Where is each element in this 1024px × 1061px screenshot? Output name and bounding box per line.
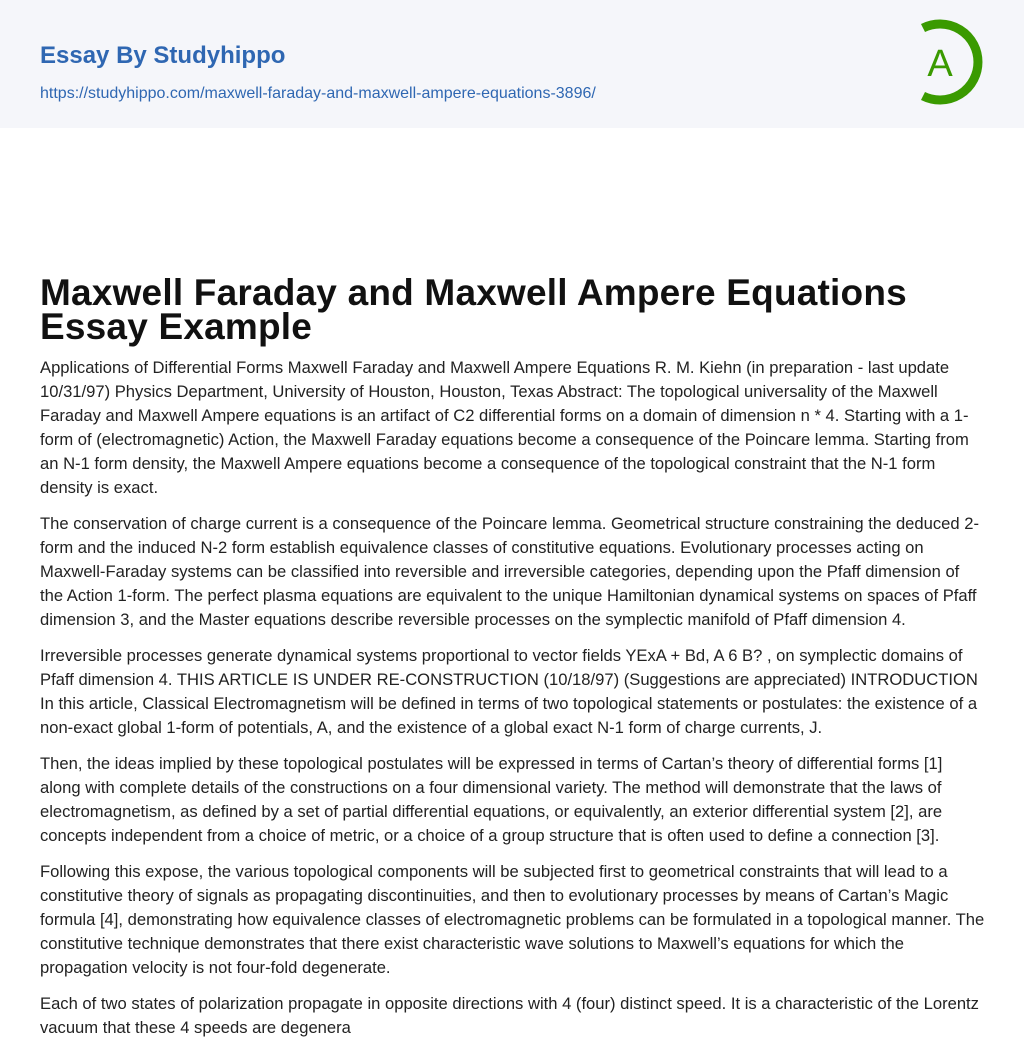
essay-url-link[interactable]: https://studyhippo.com/maxwell-faraday-and-maxwell-ampere-equations-3896/ — [40, 85, 596, 102]
svg-text:A: A — [927, 43, 953, 85]
brand-title: Essay By Studyhippo — [40, 42, 286, 69]
paragraph: Following this expose, the various topological components will be subjected first to geometrical constraints that will lead to a constitutive theory of signals as propagating discontinuities, and then to evolutionary processes by means of Cartan’s Magic formula [4], demonstrating how equivalence classes of electromagnetic problems can be formulated in a topological manner. The constitutive technique demonstrates that there exist characteristic wave solutions to Maxwell’s equations for which the propagation velocity is not four-fold degenerate. — [40, 862, 985, 977]
paragraph: Each of two states of polarization propagate in opposite directions with 4 (four) distinct speed. It is a characteristic of the Lorentz vacuum that these 4 speeds are degenera — [40, 994, 979, 1037]
site-header — [0, 0, 1024, 128]
paragraph: Then, the ideas implied by these topological postulates will be expressed in terms of Cartan’s theory of differential forms [1] along with complete details of the constructions on a four dimensional variety. The method will demonstrate that the laws of electromagnetism, as defined by a set of partial differential equations, or equivalently, an exterior differential system [2], are concepts independent from a choice of metric, or a choice of a group structure that is often used to define a connection [3]. — [40, 754, 943, 845]
paragraph: Applications of Differential Forms Maxwell Faraday and Maxwell Ampere Equations R. M. Kiehn (in preparation - last update 10/31/97) Physics Department, University of Houston, Houston, Texas Abstract: The topological universality of the Maxwell Faraday and Maxwell Ampere equations is an artifact of C2 differential forms on a domain of dimension n * 4. Starting with a 1-form of (electromagnetic) Action, the Maxwell Faraday equations become a consequence of the Poincare lemma. Starting from an N-1 form density, the Maxwell Ampere equations become a consequence of the topological constraint that the N-1 form density is exact. — [40, 358, 969, 497]
paragraph: Irreversible processes generate dynamical systems proportional to vector fields YExA + Bd, A 6 B? , on symplectic domains of Pfaff dimension 4. THIS ARTICLE IS UNDER RE-CONSTRUCTION (10/18/97) (Suggestions are appreciated) INTRODUCTION In this article, Classical Electromagnetism will be defined in terms of two topological statements or postulates: the existence of a non-exact global 1-form of potentials, A, and the existence of a global exact N-1 form of charge currents, J. — [40, 646, 978, 737]
studyhippo-logo-icon — [905, 18, 987, 106]
paragraph: The conservation of charge current is a consequence of the Poincare lemma. Geometrical structure constraining the deduced 2-form and the induced N-2 form establish equivalence classes of constitutive equations. Evolutionary processes acting on Maxwell-Faraday systems can be classified into reversible and irreversible categories, depending upon the Pfaff dimension of the Action 1-form. The perfect plasma equations are equivalent to the unique Hamiltonian dynamical systems on spaces of Pfaff dimension 3, and the Master equations describe reversible processes on the symplectic manifold of Pfaff dimension 4. — [40, 514, 979, 629]
page-title: Maxwell Faraday and Maxwell Ampere Equations Essay Example — [40, 272, 907, 347]
essay-body — [0, 344, 1024, 1040]
